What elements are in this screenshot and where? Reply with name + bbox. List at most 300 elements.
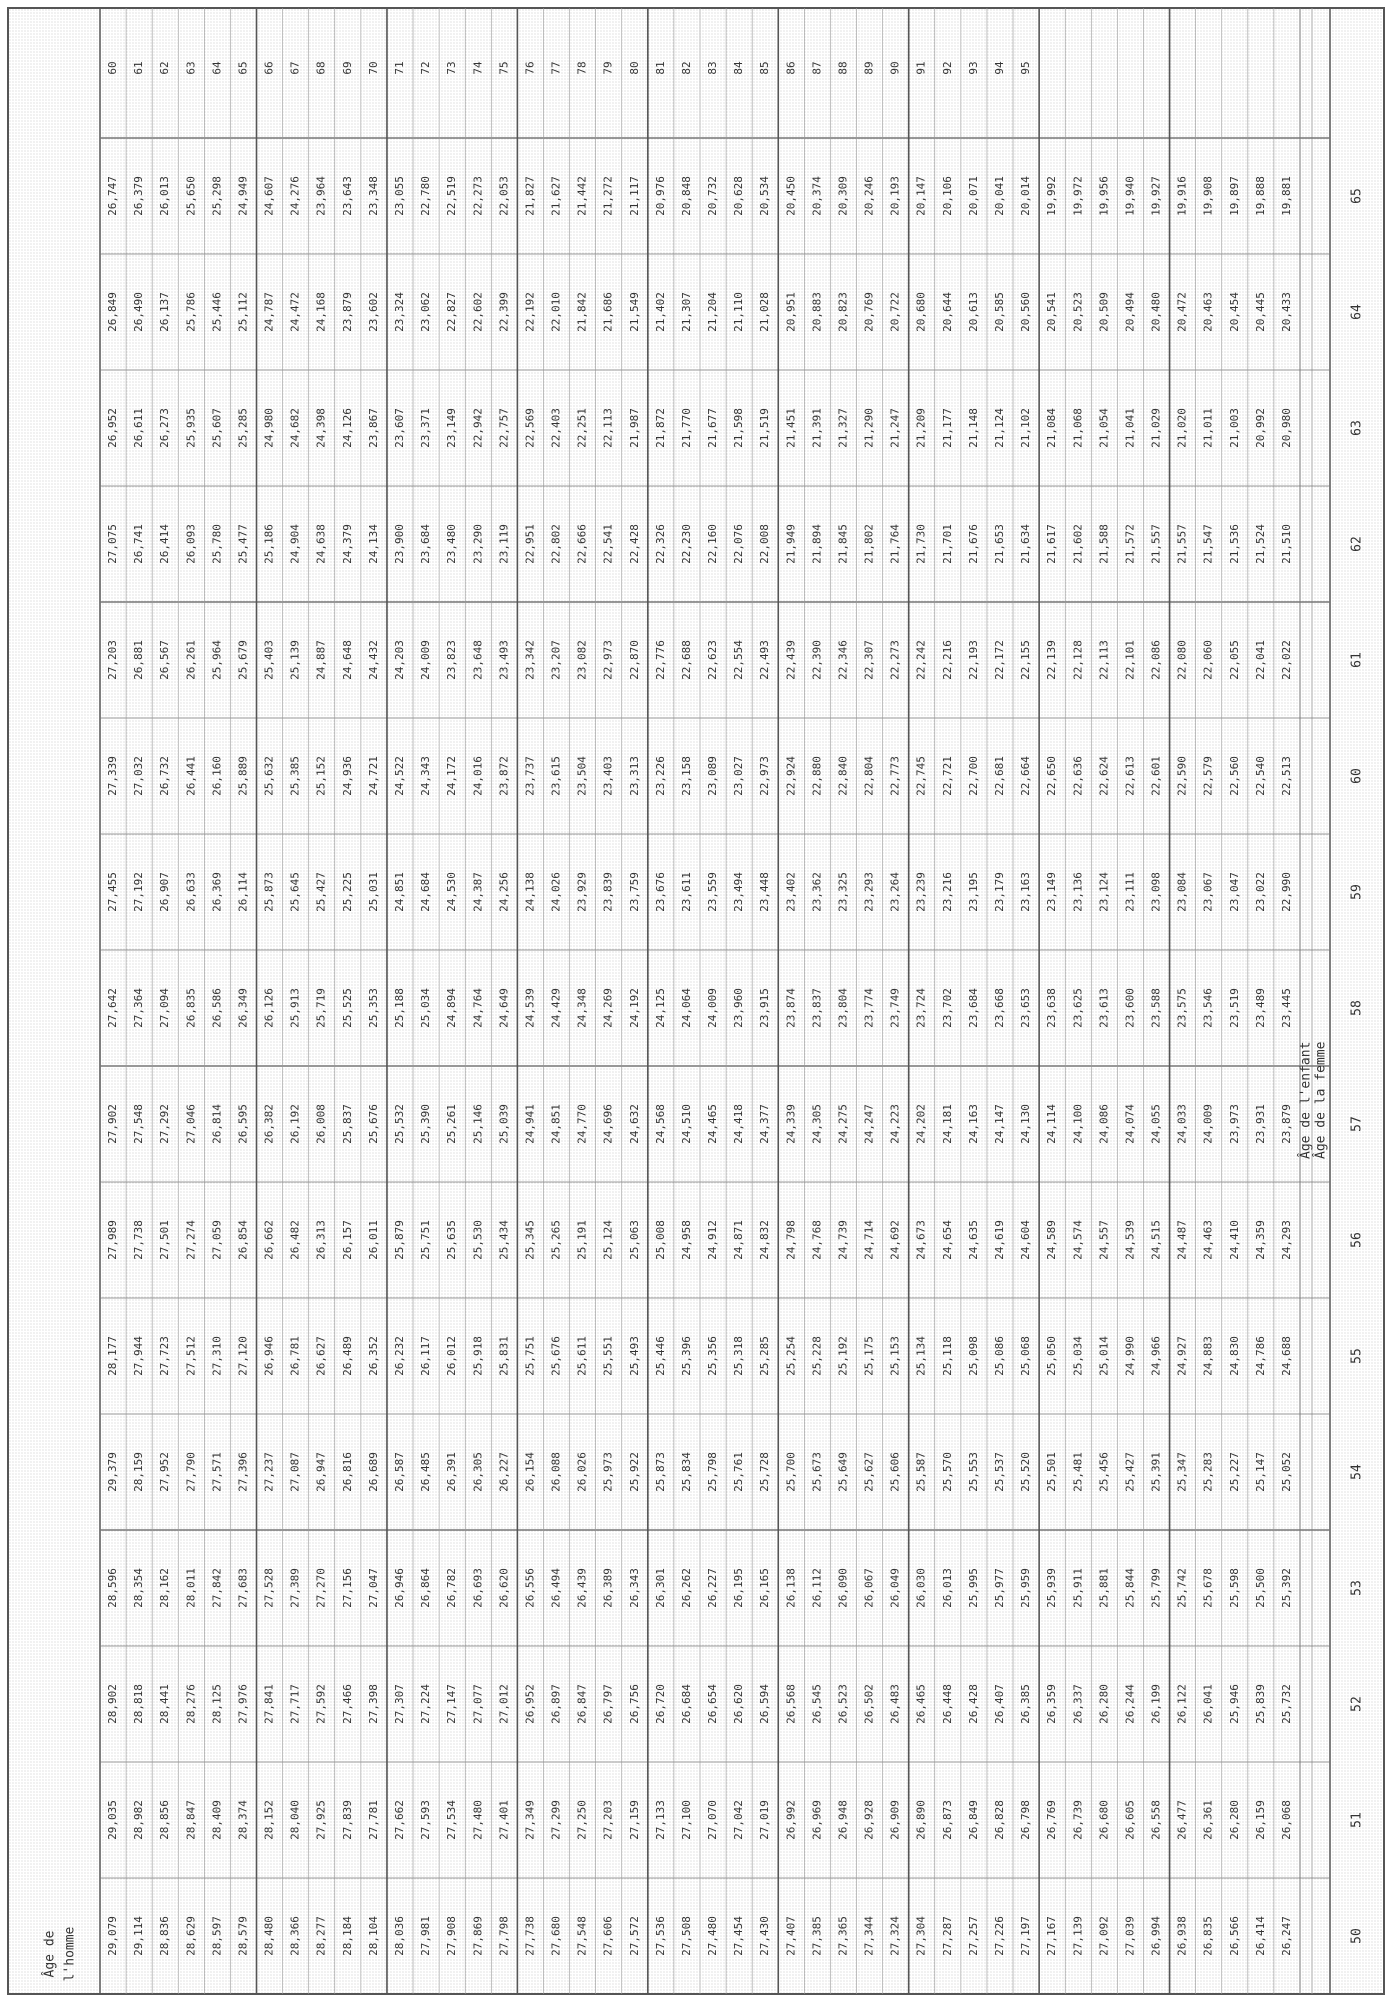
table-cell: 25,799 <box>1149 1568 1163 1608</box>
table-cell: 26,558 <box>1149 1800 1163 1840</box>
table-cell: 26,379 <box>132 176 146 216</box>
table-cell: 19,888 <box>1253 176 1267 216</box>
table-cell: 22,802 <box>549 524 563 564</box>
row-label: 69 <box>340 61 354 75</box>
table-cell: 20,472 <box>1175 292 1189 332</box>
table-cell: 24,568 <box>653 1104 667 1144</box>
table-cell: 26,154 <box>523 1452 537 1492</box>
table-cell: 26,782 <box>445 1568 459 1608</box>
table-cell: 26,828 <box>993 1800 1006 1840</box>
table-cell: 21,653 <box>993 524 1006 564</box>
table-cell: 26,414 <box>1253 1916 1267 1956</box>
table-cell: 24,589 <box>1045 1220 1059 1260</box>
table-cell: 22,623 <box>706 640 720 680</box>
table-cell: 22,439 <box>784 640 798 680</box>
table-cell: 24,305 <box>810 1104 824 1144</box>
table-cell: 27,642 <box>106 988 120 1028</box>
row-label: 67 <box>288 61 302 75</box>
table-cell: 23,195 <box>966 872 980 912</box>
table-cell: 22,060 <box>1201 640 1215 680</box>
table-cell: 24,632 <box>627 1104 641 1144</box>
column-header: 64 <box>1349 304 1365 320</box>
table-cell: 27,075 <box>106 524 120 564</box>
table-cell: 26,747 <box>106 176 120 216</box>
table-cell: 26,907 <box>158 872 172 912</box>
row-label: 68 <box>314 61 328 75</box>
table-cell: 22,870 <box>627 640 641 680</box>
table-cell: 26,568 <box>784 1684 798 1724</box>
table-cell: 21,029 <box>1149 408 1163 448</box>
table-cell: 22,390 <box>810 640 824 680</box>
table-cell: 27,534 <box>445 1800 459 1840</box>
table-cell: 26,122 <box>1175 1684 1189 1724</box>
table-cell: 25,889 <box>236 756 250 796</box>
table-cell: 26,349 <box>236 988 250 1028</box>
table-cell: 26,359 <box>1045 1684 1059 1724</box>
table-cell: 23,964 <box>314 176 328 216</box>
table-cell: 26,199 <box>1149 1684 1163 1724</box>
table-cell: 21,547 <box>1201 524 1215 564</box>
table-cell: 28,856 <box>158 1800 172 1840</box>
table-cell: 27,723 <box>158 1336 172 1376</box>
row-label: 87 <box>810 61 824 75</box>
table-cell: 24,181 <box>940 1104 954 1144</box>
table-cell: 23,900 <box>393 524 406 564</box>
table-cell: 22,346 <box>836 640 850 680</box>
table-cell: 22,942 <box>471 408 485 448</box>
table-cell: 25,501 <box>1045 1452 1059 1492</box>
table-cell: 24,648 <box>340 640 354 680</box>
table-cell: 24,530 <box>445 872 459 912</box>
table-cell: 20,628 <box>732 176 746 216</box>
table-cell: 23,293 <box>862 872 876 912</box>
table-cell: 20,992 <box>1253 408 1267 448</box>
table-cell: 26,093 <box>184 524 198 564</box>
table-cell: 25,837 <box>340 1104 354 1144</box>
table-cell: 21,451 <box>784 408 798 448</box>
table-cell: 23,625 <box>1071 988 1085 1028</box>
table-cell: 26,343 <box>627 1568 641 1608</box>
table-cell: 27,989 <box>106 1220 120 1260</box>
table-cell: 20,732 <box>706 176 720 216</box>
table-cell: 20,823 <box>836 292 850 332</box>
table-cell: 24,163 <box>966 1104 980 1144</box>
table-cell: 23,648 <box>471 640 485 680</box>
table-cell: 20,976 <box>653 176 667 216</box>
table-cell: 26,448 <box>940 1684 954 1724</box>
table-cell: 24,377 <box>758 1104 772 1144</box>
table-cell: 27,203 <box>106 640 120 680</box>
table-cell: 26,633 <box>184 872 198 912</box>
table-cell: 24,990 <box>1123 1336 1137 1376</box>
table-cell: 27,908 <box>445 1916 459 1956</box>
table-cell: 23,149 <box>445 408 459 448</box>
table-cell: 25,227 <box>1227 1452 1241 1492</box>
table-cell: 23,559 <box>706 872 720 912</box>
table-cell: 24,465 <box>706 1104 720 1144</box>
table-cell: 27,501 <box>158 1220 172 1260</box>
table-cell: 27,133 <box>653 1800 667 1840</box>
table-cell: 22,010 <box>549 292 563 332</box>
table-cell: 25,052 <box>1279 1452 1293 1492</box>
table-cell: 20,613 <box>966 292 980 332</box>
table-cell: 24,604 <box>1019 1220 1033 1260</box>
table-cell: 24,936 <box>340 756 354 796</box>
table-cell: 27,292 <box>158 1104 172 1144</box>
table-cell: 27,455 <box>106 872 120 912</box>
table-cell: 25,839 <box>1253 1684 1267 1724</box>
table-cell: 22,721 <box>940 756 954 796</box>
table-cell: 25,831 <box>497 1336 511 1376</box>
table-cell: 26,684 <box>679 1684 693 1724</box>
table-cell: 27,548 <box>575 1916 589 1956</box>
table-cell: 25,918 <box>471 1336 485 1376</box>
table-cell: 25,396 <box>679 1336 693 1376</box>
table-cell: 22,076 <box>732 524 746 564</box>
table-cell: 23,653 <box>1019 988 1033 1028</box>
table-cell: 25,146 <box>471 1104 485 1144</box>
table-cell: 28,902 <box>106 1684 120 1724</box>
table-cell: 27,364 <box>132 988 146 1028</box>
table-cell: 26,769 <box>1045 1800 1059 1840</box>
table-cell: 27,120 <box>236 1336 250 1376</box>
table-cell: 26,477 <box>1175 1800 1189 1840</box>
table-cell: 25,008 <box>653 1220 667 1260</box>
table-cell: 23,676 <box>653 872 667 912</box>
table-cell: 27,683 <box>236 1568 250 1608</box>
row-label: 95 <box>1019 61 1033 75</box>
table-cell: 20,374 <box>810 176 824 216</box>
table-cell: 25,034 <box>1071 1336 1085 1376</box>
table-cell: 26,489 <box>340 1336 354 1376</box>
table-cell: 25,285 <box>758 1336 772 1376</box>
table-cell: 28,597 <box>210 1916 224 1956</box>
corner-label-line2: l'homme <box>62 1926 78 1982</box>
table-cell: 27,548 <box>132 1104 146 1144</box>
table-cell: 20,454 <box>1227 292 1241 332</box>
table-cell: 26,262 <box>679 1568 693 1608</box>
table-cell: 20,147 <box>914 176 928 216</box>
female-age-header: Âge de la femme <box>1313 1041 1329 1160</box>
table-cell: 27,012 <box>497 1684 511 1724</box>
table-cell: 24,463 <box>1201 1220 1215 1260</box>
table-cell: 23,638 <box>1045 988 1059 1028</box>
table-cell: 21,872 <box>653 408 667 448</box>
table-cell: 23,684 <box>966 988 980 1028</box>
table-cell: 26,620 <box>497 1568 511 1608</box>
table-cell: 19,881 <box>1279 176 1293 216</box>
table-cell: 22,113 <box>601 408 615 448</box>
table-cell: 24,398 <box>314 408 328 448</box>
table-cell: 22,590 <box>1175 756 1189 796</box>
table-cell: 25,728 <box>758 1452 772 1492</box>
table-cell: 26,781 <box>288 1336 302 1376</box>
table-cell: 21,524 <box>1253 524 1267 564</box>
table-cell: 26,337 <box>1071 1684 1085 1724</box>
table-cell: 24,904 <box>288 524 302 564</box>
table-cell: 26,587 <box>393 1452 406 1492</box>
table-cell: 21,572 <box>1123 524 1137 564</box>
column-header: 59 <box>1349 884 1365 900</box>
table-cell: 25,935 <box>184 408 198 448</box>
table-cell: 22,155 <box>1019 640 1033 680</box>
row-label: 77 <box>549 61 563 75</box>
table-cell: 21,949 <box>784 524 798 564</box>
table-cell: 22,773 <box>888 756 902 796</box>
table-cell: 28,177 <box>106 1336 120 1376</box>
table-cell: 23,546 <box>1201 988 1215 1028</box>
table-cell: 25,098 <box>966 1336 980 1376</box>
table-cell: 26,280 <box>1097 1684 1111 1724</box>
table-cell: 27,662 <box>393 1800 406 1840</box>
table-cell: 24,269 <box>601 988 615 1028</box>
table-cell: 20,246 <box>862 176 876 216</box>
table-cell: 21,054 <box>1097 408 1111 448</box>
table-cell: 25,879 <box>393 1220 406 1260</box>
table-cell: 25,014 <box>1097 1336 1111 1376</box>
table-cell: 21,290 <box>862 408 876 448</box>
table-cell: 27,592 <box>314 1684 328 1724</box>
table-cell: 25,456 <box>1097 1452 1111 1492</box>
table-cell: 27,869 <box>471 1916 485 1956</box>
table-cell: 26,439 <box>575 1568 589 1608</box>
table-cell: 29,114 <box>132 1916 146 1956</box>
table-cell: 23,207 <box>549 640 563 680</box>
table-cell: 21,247 <box>888 408 902 448</box>
table-cell: 25,086 <box>993 1336 1006 1376</box>
table-cell: 25,632 <box>262 756 276 796</box>
table-cell: 21,549 <box>627 292 641 332</box>
table-cell: 22,700 <box>966 756 980 796</box>
table-cell: 20,951 <box>784 292 798 332</box>
table-cell: 22,493 <box>758 640 772 680</box>
table-cell: 24,887 <box>314 640 328 680</box>
table-cell: 24,202 <box>914 1104 928 1144</box>
table-cell: 27,407 <box>784 1916 798 1956</box>
table-cell: 25,587 <box>914 1452 928 1492</box>
table-cell: 27,197 <box>1019 1916 1033 1956</box>
table-cell: 23,872 <box>497 756 511 796</box>
table-cell: 26,165 <box>758 1568 772 1608</box>
table-cell: 22,602 <box>471 292 485 332</box>
table-cell: 26,313 <box>314 1220 328 1260</box>
table-cell: 22,086 <box>1149 640 1163 680</box>
table-cell: 26,881 <box>132 640 146 680</box>
table-cell: 22,973 <box>601 640 615 680</box>
table-cell: 24,114 <box>1045 1104 1059 1144</box>
table-cell: 23,098 <box>1149 872 1163 912</box>
table-cell: 24,851 <box>393 872 406 912</box>
table-cell: 22,307 <box>862 640 876 680</box>
table-cell: 26,041 <box>1201 1684 1215 1724</box>
table-cell: 27,781 <box>366 1800 380 1840</box>
table-cell: 27,480 <box>471 1800 485 1840</box>
table-cell: 23,448 <box>758 872 772 912</box>
table-cell: 23,615 <box>549 756 563 796</box>
table-cell: 25,700 <box>784 1452 798 1492</box>
table-cell: 26,969 <box>810 1800 824 1840</box>
table-cell: 26,586 <box>210 988 224 1028</box>
table-cell: 23,931 <box>1253 1104 1267 1144</box>
table-cell: 26,407 <box>993 1684 1006 1724</box>
table-cell: 26,741 <box>132 524 146 564</box>
table-cell: 25,192 <box>836 1336 850 1376</box>
table-cell: 23,973 <box>1227 1104 1241 1144</box>
table-cell: 25,134 <box>914 1336 928 1376</box>
table-cell: 28,040 <box>288 1800 302 1840</box>
table-cell: 25,537 <box>993 1452 1006 1492</box>
table-cell: 21,124 <box>993 408 1006 448</box>
table-cell: 27,046 <box>184 1104 198 1144</box>
column-header: 63 <box>1349 420 1365 436</box>
table-cell: 26,013 <box>158 176 172 216</box>
table-cell: 24,692 <box>888 1220 902 1260</box>
column-header: 58 <box>1349 1000 1365 1016</box>
table-cell: 27,790 <box>184 1452 198 1492</box>
table-cell: 26,662 <box>262 1220 276 1260</box>
table-cell: 27,094 <box>158 988 172 1028</box>
table-cell: 24,033 <box>1175 1104 1189 1144</box>
table-cell: 24,684 <box>419 872 433 912</box>
table-cell: 22,403 <box>549 408 563 448</box>
table-cell: 24,247 <box>862 1104 876 1144</box>
table-cell: 22,230 <box>679 524 693 564</box>
table-cell: 26,689 <box>366 1452 380 1492</box>
table-cell: 22,008 <box>758 524 772 564</box>
table-cell: 22,579 <box>1201 756 1215 796</box>
table-cell: 28,159 <box>132 1452 146 1492</box>
table-cell: 25,611 <box>575 1336 589 1376</box>
table-cell: 27,952 <box>158 1452 172 1492</box>
table-cell: 21,011 <box>1201 408 1215 448</box>
table-cell: 21,536 <box>1227 524 1241 564</box>
table-cell: 26,938 <box>1175 1916 1189 1956</box>
table-cell: 23,774 <box>862 988 876 1028</box>
table-cell: 23,588 <box>1149 988 1163 1028</box>
row-label: 63 <box>184 61 198 75</box>
table-cell: 24,739 <box>836 1220 850 1260</box>
table-cell: 26,946 <box>393 1568 406 1608</box>
table-cell: 24,055 <box>1149 1104 1163 1144</box>
table-cell: 22,326 <box>653 524 667 564</box>
table-cell: 23,613 <box>1097 988 1111 1028</box>
table-cell: 25,873 <box>262 872 276 912</box>
table-cell: 24,432 <box>366 640 380 680</box>
table-cell: 22,827 <box>445 292 459 332</box>
table-cell: 26,594 <box>758 1684 772 1724</box>
table-cell: 23,724 <box>914 988 928 1028</box>
table-cell: 20,480 <box>1149 292 1163 332</box>
table-cell: 25,493 <box>627 1336 641 1376</box>
table-cell: 24,927 <box>1175 1336 1189 1376</box>
table-cell: 27,396 <box>236 1452 250 1492</box>
table-cell: 26,897 <box>549 1684 563 1724</box>
table-cell: 21,845 <box>836 524 850 564</box>
table-cell: 23,504 <box>575 756 589 796</box>
table-cell: 25,532 <box>393 1104 406 1144</box>
table-cell: 28,836 <box>158 1916 172 1956</box>
table-cell: 23,226 <box>653 756 667 796</box>
table-cell: 27,224 <box>419 1684 433 1724</box>
table-cell: 25,649 <box>836 1452 850 1492</box>
table-cell: 25,520 <box>1019 1452 1033 1492</box>
table-cell: 24,026 <box>549 872 563 912</box>
table-cell: 24,429 <box>549 988 563 1028</box>
row-label: 64 <box>210 61 224 75</box>
table-cell: 25,147 <box>1253 1452 1267 1492</box>
table-cell: 26,301 <box>653 1568 667 1608</box>
row-label: 78 <box>575 61 589 75</box>
row-label: 66 <box>262 61 276 75</box>
table-cell: 22,636 <box>1071 756 1085 796</box>
table-cell: 25,995 <box>966 1568 980 1608</box>
table-cell: 21,770 <box>679 408 693 448</box>
table-cell: 28,354 <box>132 1568 146 1608</box>
table-cell: 25,347 <box>1175 1452 1189 1492</box>
table-cell: 27,528 <box>262 1568 276 1608</box>
table-cell: 27,454 <box>732 1916 746 1956</box>
table-cell: 21,627 <box>549 176 563 216</box>
table-cell: 26,494 <box>549 1568 563 1608</box>
table-cell: 25,050 <box>1045 1336 1059 1376</box>
table-cell: 26,088 <box>549 1452 563 1492</box>
table-cell: 25,068 <box>1019 1336 1033 1376</box>
table-cell: 24,786 <box>1253 1336 1267 1376</box>
table-cell: 26,126 <box>262 988 276 1028</box>
table-cell: 26,595 <box>236 1104 250 1144</box>
table-cell: 23,494 <box>732 872 746 912</box>
table-cell: 27,606 <box>601 1916 615 1956</box>
table-cell: 23,062 <box>419 292 433 332</box>
table-cell: 26,305 <box>471 1452 485 1492</box>
table-cell: 26,244 <box>1123 1684 1137 1724</box>
table-cell: 26,693 <box>471 1568 485 1608</box>
table-cell: 22,757 <box>497 408 511 448</box>
table-cell: 20,433 <box>1279 292 1293 332</box>
table-cell: 21,730 <box>914 524 928 564</box>
table-cell: 19,897 <box>1227 176 1241 216</box>
table-cell: 26,389 <box>601 1568 615 1608</box>
table-cell: 26,567 <box>158 640 172 680</box>
table-cell: 27,274 <box>184 1220 198 1260</box>
table-cell: 26,013 <box>940 1568 954 1608</box>
table-cell: 23,643 <box>340 176 354 216</box>
table-cell: 25,188 <box>393 988 406 1028</box>
table-cell: 26,068 <box>1279 1800 1293 1840</box>
table-cell: 22,601 <box>1149 756 1163 796</box>
table-cell: 20,541 <box>1045 292 1059 332</box>
table-cell: 26,948 <box>836 1800 850 1840</box>
table-cell: 24,539 <box>523 988 537 1028</box>
table-cell: 25,650 <box>184 176 198 216</box>
table-cell: 26,232 <box>393 1336 406 1376</box>
table-cell: 22,650 <box>1045 756 1059 796</box>
table-cell: 21,676 <box>966 524 980 564</box>
table-cell: 27,902 <box>106 1104 120 1144</box>
table-cell: 23,348 <box>366 176 380 216</box>
table-cell: 26,280 <box>1227 1800 1241 1840</box>
column-header: 54 <box>1349 1464 1365 1480</box>
row-label: 70 <box>366 61 380 75</box>
table-cell: 25,034 <box>419 988 433 1028</box>
table-cell: 27,680 <box>549 1916 563 1956</box>
table-cell: 26,627 <box>314 1336 328 1376</box>
table-cell: 26,992 <box>784 1800 798 1840</box>
table-cell: 21,686 <box>601 292 615 332</box>
table-cell: 23,684 <box>419 524 433 564</box>
table-cell: 24,359 <box>1253 1220 1267 1260</box>
row-label: 80 <box>627 61 641 75</box>
